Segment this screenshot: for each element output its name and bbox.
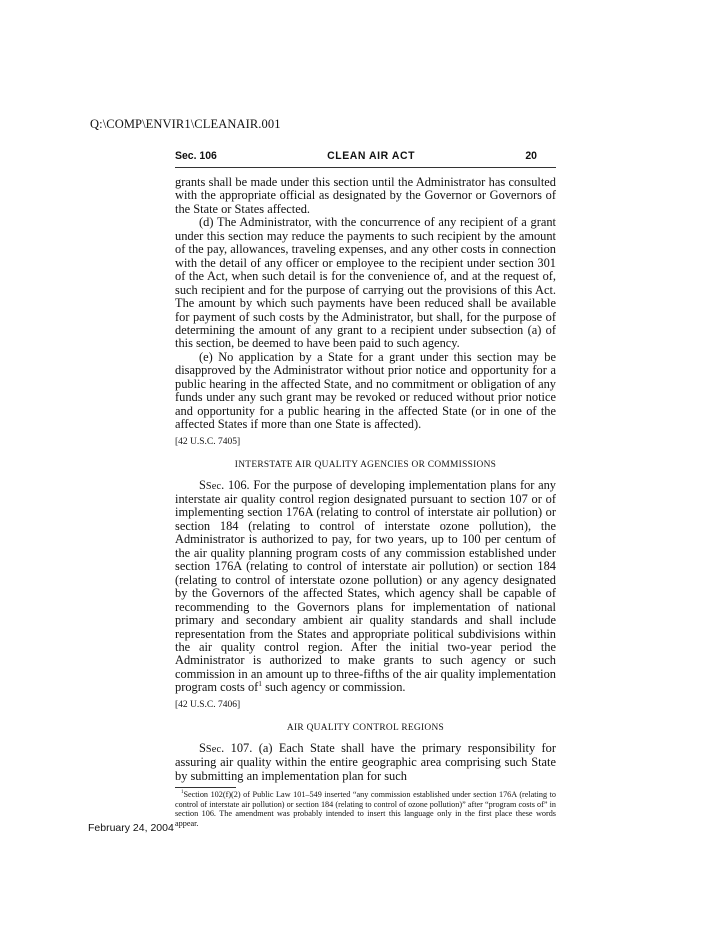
footnote	[175, 790, 556, 828]
page-body	[175, 176, 556, 828]
footnote-text: Section 102(f)(2) of Public Law 101–549 inserted “any commission established under section 176A (relating to control of interstate air pollution) or section 184 (relating to control of ozone pollution)” after “program costs of” in section 106. The amendment was probably intended to insert this language only in the first place these words appear.	[175, 790, 556, 828]
section-106-body: . 106. For the purpose of developing implementation plans for any interstate air quality control region designated pursuant to section 107 or of implementing section 176A (relating to control of interstate air pollution) or section 184 (relating to control of interstate ozone pollution), the Administrator is authorized to pay, for two years, up to 100 per centum of the air quality planning program costs of any commission established under section 176A (relating to control of interstate air pollution) or section 184 (relating to control of interstate ozone pollution) or any agency designated by the Governors of the affected States, which agency shall be capable of recommending to the Governors plans for implementation of national primary and secondary ambient air quality standards and shall include representation from the States and appropriate political subdivisions within the air quality control region. After the initial two-year period the Administrator is authorized to make grants to such agency or such commission in an amount up to three-fifths of the air quality implementation program costs of	[175, 477, 556, 695]
section-106-lead-first: S	[199, 477, 206, 492]
section-106-heading: INTERSTATE AIR QUALITY AGENCIES OR COMMISSIONS	[234, 460, 497, 471]
citation-7406: [42 U.S.C. 7406]	[175, 699, 241, 710]
header-page-number: 20	[525, 150, 537, 162]
footer-date: February 24, 2004	[88, 822, 174, 834]
citation-7405: [42 U.S.C. 7405]	[175, 436, 241, 447]
section-107-text	[175, 742, 556, 783]
section-107-body: . 107. (a) Each State shall have the primary responsibility for assuring air quality within the entire geographic area comprising such State by submitting an implementation plan for such	[175, 740, 556, 783]
running-header	[175, 150, 537, 162]
paragraph-continued: grants shall be made under this section until the Administrator has consulted with the appropriate official as designated by the Governor or Governors of the State or States affected.	[175, 175, 556, 216]
section-106-lead: Sec	[205, 480, 222, 492]
paragraph-e: (e) No application by a State for a grant under this section may be disapproved by the Administrator without prior notice and opportunity for a public hearing in the affected State, and no commitment or obligation of any funds under any such grant may be revoked or reduced without prior notice and opportunity for a public hearing in the affected State (or in one of the affected States if more than one State is affected).	[175, 349, 556, 432]
file-path: Q:\COMP\ENVIR1\CLEANAIR.001	[90, 117, 281, 131]
footnote-ref: 1	[258, 679, 262, 689]
section-107-lead: Sec	[205, 743, 222, 755]
section-106-body-end: such agency or commission.	[262, 680, 406, 695]
header-rule	[175, 167, 556, 168]
section-107-lead-first: S	[199, 740, 206, 755]
header-title: CLEAN AIR ACT	[327, 150, 416, 162]
footnote-mark: 1	[181, 790, 184, 796]
section-106-text	[175, 479, 556, 695]
footnote-rule	[175, 787, 236, 788]
header-section: Sec. 106	[175, 150, 217, 162]
paragraph-d: (d) The Administrator, with the concurrence of any recipient of a grant under this section may reduce the payments to such recipient by the amount of the pay, allowances, traveling expenses, and any other costs in connection with the detail of any officer or employee to the recipient under section 301 of the Act, when such detail is for the convenience of, and at the request of, such recipient and for the purpose of carrying out the provisions of this Act. The amount by which such payments have been reduced shall be available for payment of such costs by the Administrator, but shall, for the purpose of determining the amount of any grant to a recipient under subsection (a) of this section, be deemed to have been paid to such agency.	[175, 215, 556, 351]
section-107-heading: AIR QUALITY CONTROL REGIONS	[286, 723, 445, 734]
